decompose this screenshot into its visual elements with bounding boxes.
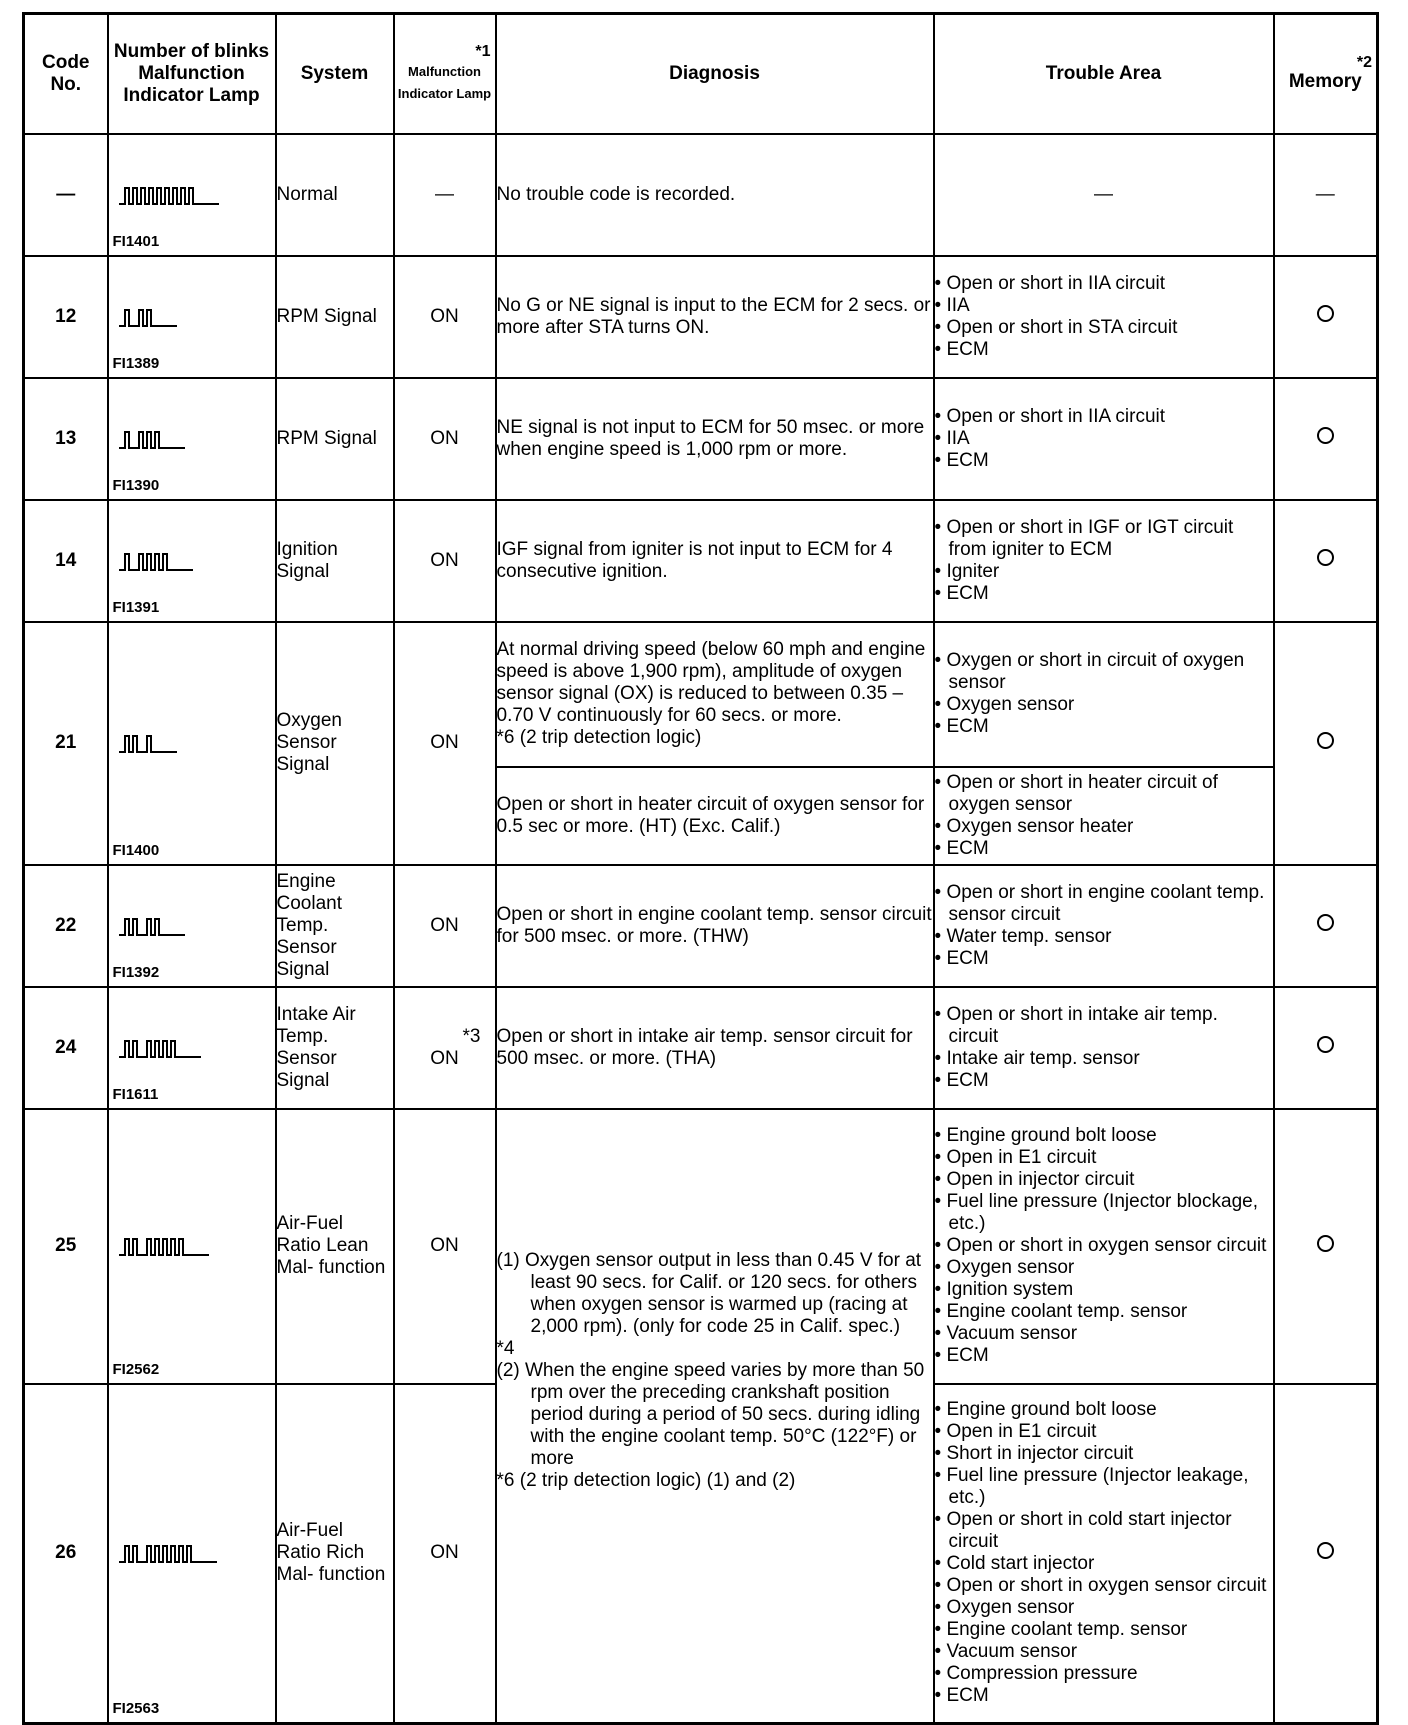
diagnosis-note: *6 (2 trip detection logic) xyxy=(496,727,702,748)
figure-id: FI1391 xyxy=(112,598,160,616)
memory-cell xyxy=(1274,987,1378,1109)
blink-cell xyxy=(108,987,276,1109)
memory-cell xyxy=(1274,1384,1378,1724)
diagnosis-cell: Open or short in heater circuit of oxygen sensor for 0.5 sec or more. (HT) (Exc. Calif.) xyxy=(496,767,934,865)
trouble-item: • Open in injector circuit xyxy=(935,1169,1273,1191)
diagnosis-note: *4 xyxy=(496,1337,515,1359)
memory-cell: — xyxy=(1274,134,1378,256)
trouble-item: • Compression pressure xyxy=(935,1663,1273,1685)
code-cell: 14 xyxy=(24,500,108,622)
trouble-cell xyxy=(934,865,1274,987)
blink-waveform xyxy=(119,1041,201,1057)
trouble-cell xyxy=(934,378,1274,500)
header-system: System xyxy=(276,14,394,134)
code-cell: 21 xyxy=(24,622,108,865)
memory-circle-icon xyxy=(1317,732,1334,749)
figure-id: FI2563 xyxy=(112,1700,160,1717)
trouble-cell: — xyxy=(934,134,1274,256)
trouble-list xyxy=(935,406,1273,472)
trouble-item: • Open or short in IIA circuit xyxy=(935,273,1273,295)
table-row xyxy=(24,134,1378,256)
trouble-list xyxy=(935,273,1273,361)
blink-pattern-icon xyxy=(117,911,267,941)
system-cell: Air-Fuel Ratio Lean Mal- function xyxy=(276,1109,394,1384)
memory-circle-icon xyxy=(1317,549,1334,566)
system-cell: Oxygen Sensor Signal xyxy=(276,622,394,865)
figure-id: FI1400 xyxy=(112,841,160,859)
mil-cell: ON xyxy=(394,1109,496,1384)
trouble-list xyxy=(935,517,1273,605)
mil-footnote-mark: *3 xyxy=(462,1025,481,1047)
table-row xyxy=(24,500,1378,622)
blink-pattern-icon xyxy=(117,302,267,332)
blink-waveform xyxy=(119,1546,217,1562)
header-mil xyxy=(394,14,496,134)
blink-waveform xyxy=(119,432,185,448)
trouble-item: • IIA xyxy=(935,428,1273,450)
diagnosis-item-2: (2) When the engine speed varies by more than 50 rpm over the preceding crankshaft position period during a period of 50 secs. during idling with the engine coolant temp. 50°C (122°F) or more xyxy=(496,1359,925,1469)
system-cell: Normal xyxy=(276,134,394,256)
header-memory-label: Memory xyxy=(1288,70,1362,92)
trouble-item: • Fuel line pressure (Injector leakage, etc.) xyxy=(935,1465,1273,1509)
memory-circle-icon xyxy=(1317,427,1334,444)
trouble-item: • ECM xyxy=(935,716,1273,738)
trouble-cell xyxy=(934,987,1274,1109)
code-cell: 24 xyxy=(24,987,108,1109)
memory-circle-icon xyxy=(1317,914,1334,931)
blink-cell xyxy=(108,622,276,865)
trouble-cell xyxy=(934,622,1274,767)
trouble-item: • Fuel line pressure (Injector blockage, etc.) xyxy=(935,1191,1273,1235)
blink-waveform xyxy=(119,188,219,204)
trouble-item: • Ignition system xyxy=(935,1279,1273,1301)
trouble-cell xyxy=(934,256,1274,378)
trouble-item: • Oxygen sensor xyxy=(935,694,1273,716)
trouble-item: • Intake air temp. sensor xyxy=(935,1048,1273,1070)
diagnosis-cell: Open or short in engine coolant temp. sensor circuit for 500 msec. or more. (THW) xyxy=(496,865,934,987)
trouble-item: • Vacuum sensor xyxy=(935,1641,1273,1663)
mil-cell: — xyxy=(394,134,496,256)
mil-value: ON xyxy=(430,1047,459,1069)
trouble-list xyxy=(935,772,1273,860)
header-code: Code No. xyxy=(24,14,108,134)
trouble-item: • Engine coolant temp. sensor xyxy=(935,1619,1273,1641)
trouble-item: • ECM xyxy=(935,450,1273,472)
trouble-cell xyxy=(934,1384,1274,1724)
table-row xyxy=(24,865,1378,987)
figure-id: FI1401 xyxy=(112,232,160,250)
trouble-item: • Oxygen sensor xyxy=(935,1257,1273,1279)
table-row xyxy=(24,987,1378,1109)
trouble-item: • Engine coolant temp. sensor xyxy=(935,1301,1273,1323)
trouble-item: • ECM xyxy=(935,838,1273,860)
trouble-list xyxy=(935,1399,1273,1707)
memory-cell xyxy=(1274,865,1378,987)
mil-cell: ON xyxy=(394,500,496,622)
trouble-item: • Oxygen or short in circuit of oxygen sensor xyxy=(935,650,1273,694)
memory-circle-icon xyxy=(1317,1036,1334,1053)
header-row xyxy=(24,14,1378,134)
code-cell: 26 xyxy=(24,1384,108,1724)
table-row xyxy=(24,622,1378,767)
memory-cell xyxy=(1274,378,1378,500)
blink-pattern-icon xyxy=(117,424,267,454)
memory-cell xyxy=(1274,622,1378,865)
blink-waveform xyxy=(119,554,193,570)
trouble-item: • Oxygen sensor xyxy=(935,1597,1273,1619)
trouble-list xyxy=(935,1004,1273,1092)
figure-id: FI1390 xyxy=(112,476,160,494)
blink-cell xyxy=(108,1384,276,1724)
diagnosis-cell: Open or short in intake air temp. sensor circuit for 500 msec. or more. (THA) xyxy=(496,987,934,1109)
blink-waveform xyxy=(119,919,185,935)
trouble-item: • Open or short in oxygen sensor circuit xyxy=(935,1575,1273,1597)
code-cell: — xyxy=(24,134,108,256)
header-blinks: Number of blinks Malfunction Indicator Lamp xyxy=(108,14,276,134)
blink-waveform xyxy=(119,310,177,326)
trouble-list xyxy=(935,1125,1273,1367)
blink-cell xyxy=(108,1109,276,1384)
trouble-list xyxy=(935,650,1273,738)
trouble-item: • ECM xyxy=(935,583,1273,605)
blink-pattern-icon xyxy=(117,546,267,576)
system-cell: Ignition Signal xyxy=(276,500,394,622)
trouble-item: • Open or short in heater circuit of oxygen sensor xyxy=(935,772,1273,816)
blink-waveform xyxy=(119,1239,209,1255)
code-cell: 13 xyxy=(24,378,108,500)
trouble-item: • ECM xyxy=(935,1070,1273,1092)
header-diagnosis: Diagnosis xyxy=(496,14,934,134)
trouble-cell xyxy=(934,767,1274,865)
trouble-item: • ECM xyxy=(935,339,1273,361)
trouble-item: • Open in E1 circuit xyxy=(935,1421,1273,1443)
trouble-item: • Short in injector circuit xyxy=(935,1443,1273,1465)
diagnosis-cell: No G or NE signal is input to the ECM for 2 secs. or more after STA turns ON. xyxy=(496,256,934,378)
code-cell: 22 xyxy=(24,865,108,987)
blink-cell xyxy=(108,865,276,987)
diagnosis-cell: No trouble code is recorded. xyxy=(496,134,934,256)
code-cell: 25 xyxy=(24,1109,108,1384)
table-row xyxy=(24,256,1378,378)
memory-cell xyxy=(1274,500,1378,622)
mil-cell: ON xyxy=(394,256,496,378)
diagnosis-note: *6 (2 trip detection logic) (1) and (2) xyxy=(496,1469,796,1491)
blink-cell xyxy=(108,378,276,500)
memory-footnote-mark: *2 xyxy=(1356,53,1372,71)
trouble-list xyxy=(935,882,1273,970)
mil-cell: ON xyxy=(394,622,496,865)
header-trouble: Trouble Area xyxy=(934,14,1274,134)
diagnostic-code-table xyxy=(22,12,1379,1725)
blink-pattern-icon xyxy=(117,1231,267,1261)
system-cell: RPM Signal xyxy=(276,256,394,378)
trouble-item: • ECM xyxy=(935,1345,1273,1367)
figure-id: FI1389 xyxy=(112,354,160,372)
trouble-item: • ECM xyxy=(935,948,1273,970)
mil-cell xyxy=(394,987,496,1109)
mil-footnote-mark: *1 xyxy=(475,42,491,60)
table-row xyxy=(24,378,1378,500)
trouble-item: • Open or short in IGF or IGT circuit from igniter to ECM xyxy=(935,517,1273,561)
trouble-item: • Open in E1 circuit xyxy=(935,1147,1273,1169)
trouble-cell xyxy=(934,1109,1274,1384)
system-cell: RPM Signal xyxy=(276,378,394,500)
system-cell: Air-Fuel Ratio Rich Mal- function xyxy=(276,1384,394,1724)
blink-pattern-icon xyxy=(117,1538,267,1568)
trouble-item: • Vacuum sensor xyxy=(935,1323,1273,1345)
table-row xyxy=(24,1109,1378,1384)
header-mil-label: Malfunction Indicator Lamp xyxy=(397,63,492,101)
figure-id: FI2562 xyxy=(112,1360,160,1378)
blink-cell xyxy=(108,256,276,378)
system-cell: Engine Coolant Temp. Sensor Signal xyxy=(276,865,394,987)
mil-cell: ON xyxy=(394,378,496,500)
blink-cell xyxy=(108,134,276,256)
trouble-item: • Open or short in IIA circuit xyxy=(935,406,1273,428)
diagnosis-cell xyxy=(496,1109,934,1724)
trouble-item: • Open or short in cold start injector circuit xyxy=(935,1509,1273,1553)
memory-circle-icon xyxy=(1317,1542,1334,1559)
trouble-item: • Open or short in intake air temp. circuit xyxy=(935,1004,1273,1048)
mil-cell: ON xyxy=(394,865,496,987)
header-memory xyxy=(1274,14,1378,134)
trouble-item: • Open or short in oxygen sensor circuit xyxy=(935,1235,1273,1257)
trouble-cell xyxy=(934,500,1274,622)
memory-cell xyxy=(1274,256,1378,378)
blink-cell xyxy=(108,500,276,622)
system-cell: Intake Air Temp. Sensor Signal xyxy=(276,987,394,1109)
trouble-item: • Open or short in STA circuit xyxy=(935,317,1273,339)
figure-id: FI1392 xyxy=(112,963,160,981)
diagnosis-cell: NE signal is not input to ECM for 50 msec. or more when engine speed is 1,000 rpm or more. xyxy=(496,378,934,500)
mil-cell: ON xyxy=(394,1384,496,1724)
diagnosis-text: At normal driving speed (below 60 mph and engine speed is above 1,900 rpm), amplitude of oxygen sensor signal (OX) is reduced to between 0.35 – 0.70 V continuously for 60 secs. or more. xyxy=(496,639,926,726)
trouble-item: • Igniter xyxy=(935,561,1273,583)
blink-waveform xyxy=(119,736,177,752)
trouble-item: • ECM xyxy=(935,1685,1273,1707)
diagnosis-cell xyxy=(496,622,934,767)
trouble-item: • Engine ground bolt loose xyxy=(935,1125,1273,1147)
blink-pattern-icon xyxy=(117,180,267,210)
trouble-item: • Oxygen sensor heater xyxy=(935,816,1273,838)
trouble-item: • Engine ground bolt loose xyxy=(935,1399,1273,1421)
memory-circle-icon xyxy=(1317,1235,1334,1252)
memory-cell xyxy=(1274,1109,1378,1384)
trouble-item: • Cold start injector xyxy=(935,1553,1273,1575)
diagnosis-item-1: (1) Oxygen sensor output in less than 0.45 V for at least 90 secs. for Calif. or 120 secs. for others when oxygen sensor is warmed up (racing at 2,000 rpm). (only for code 25 in Calif. spec.) xyxy=(496,1249,922,1337)
blink-pattern-icon xyxy=(117,1033,267,1063)
blink-pattern-icon xyxy=(117,728,267,758)
trouble-item: • IIA xyxy=(935,295,1273,317)
memory-circle-icon xyxy=(1317,305,1334,322)
figure-id: FI1611 xyxy=(112,1085,159,1103)
trouble-item: • Open or short in engine coolant temp. sensor circuit xyxy=(935,882,1273,926)
code-cell: 12 xyxy=(24,256,108,378)
trouble-item: • Water temp. sensor xyxy=(935,926,1273,948)
diagnosis-cell: IGF signal from igniter is not input to ECM for 4 consecutive ignition. xyxy=(496,500,934,622)
